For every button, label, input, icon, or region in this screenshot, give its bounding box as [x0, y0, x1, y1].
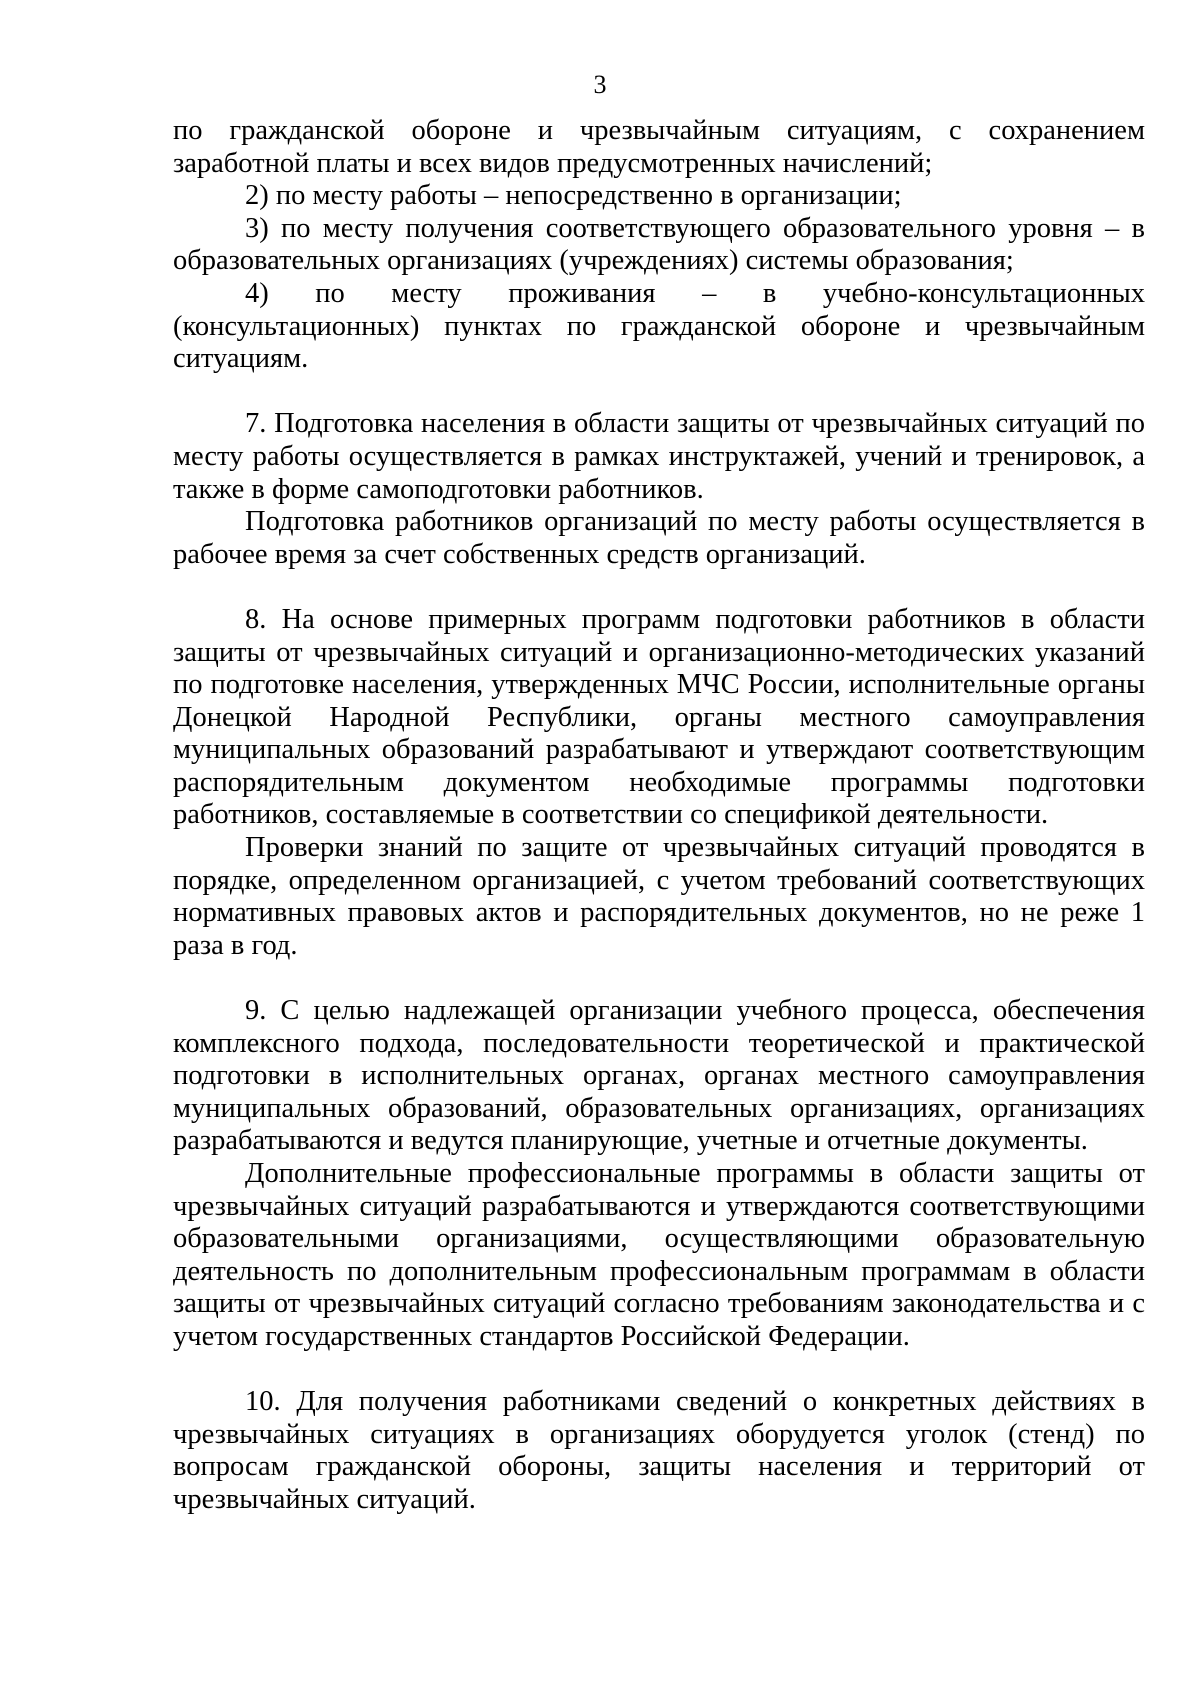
paragraph-section-8: 8. На основе примерных программ подготовки работников в области защиты от чрезвычайных ситуаций и организационно-методических указаний по подготовке населения, утвержденных МЧС России, исполнительные органы Донецкой Народной Республики, органы местного самоуправления муниципальных образований разрабатывают и утверждают соответствующим распорядительным документом необходимые программы подготовки работников, составляемые в соответствии со спецификой деятельности.	[173, 603, 1145, 831]
paragraph-section-9: 9. С целью надлежащей организации учебного процесса, обеспечения комплексного подхода, последовательности теоретической и практической подготовки в исполнительных органах, органах местного самоуправления муниципальных образований, образовательных организациях, организациях разрабатываются и ведутся планирующие, учетные и отчетные документы.	[173, 995, 1145, 1157]
paragraph-section-8-cont: Проверки знаний по защите от чрезвычайных ситуаций проводятся в порядке, определенном организацией, с учетом требований соответствующих нормативных правовых актов и распорядительных документов, но не реже 1 раза в год.	[173, 832, 1145, 961]
paragraph-section-7: 7. Подготовка населения в области защиты от чрезвычайных ситуаций по месту работы осуществляется в рамках инструктажей, учений и тренировок, а также в форме самоподготовки работников.	[173, 408, 1145, 505]
document-body	[173, 115, 1145, 1517]
paragraph-section-10: 10. Для получения работниками сведений о конкретных действиях в чрезвычайных ситуациях в организациях оборудуется уголок (стенд) по вопросам гражданской обороны, защиты населения и территорий от чрезвычайных ситуаций.	[173, 1386, 1145, 1515]
paragraph-item-2: 2) по месту работы – непосредственно в организации;	[245, 180, 902, 212]
page-number: 3	[593, 70, 607, 99]
paragraph-continuation: по гражданской обороне и чрезвычайным ситуациям, с сохранением заработной платы и всех видов предусмотренных начислений;	[173, 115, 1145, 179]
paragraph-item-3: 3) по месту получения соответствующего образовательного уровня – в образовательных организациях (учреждениях) системы образования;	[173, 212, 1145, 277]
paragraph-section-7-cont: Подготовка работников организаций по месту работы осуществляется в рабочее время за счет собственных средств организаций.	[173, 506, 1145, 570]
paragraph-section-9-cont: Дополнительные профессиональные программы в области защиты от чрезвычайных ситуаций разрабатываются и утверждаются соответствующими образовательными организациями, осуществляющими образовательную деятельность по дополнительным профессиональным программам в области защиты от чрезвычайных ситуаций согласно требованиям законодательства и с учетом государственных стандартов Российской Федерации.	[173, 1158, 1145, 1352]
paragraph-item-4: 4) по месту проживания – в учебно-консультационных (консультационных) пунктах по гражданской обороне и чрезвычайным ситуациям.	[173, 277, 1145, 375]
